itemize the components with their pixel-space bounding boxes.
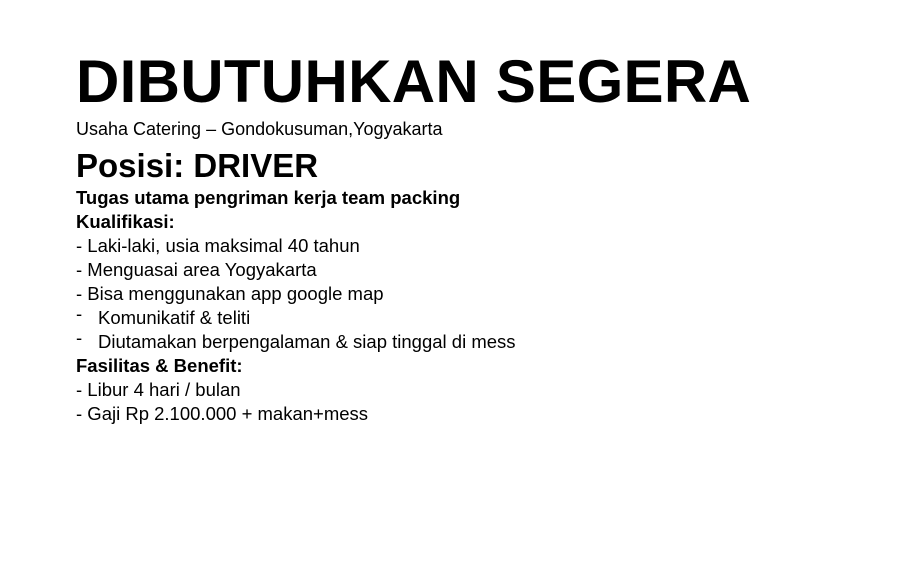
subtitle: Usaha Catering – Gondokusuman,Yogyakarta <box>76 119 443 139</box>
qualification-text: Diutamakan berpengalaman & siap tinggal di mess <box>98 331 516 352</box>
qualification-item <box>76 327 516 352</box>
qualification-item: - Laki-laki, usia maksimal 40 tahun <box>76 235 360 256</box>
bullet-dash: - <box>76 303 83 324</box>
qualification-item <box>76 303 251 328</box>
qualification-item: - Bisa menggunakan app google map <box>76 283 384 304</box>
qualification-item: - Menguasai area Yogyakarta <box>76 259 317 280</box>
headline: DIBUTUHKAN SEGERA <box>76 48 752 115</box>
benefit-item: - Gaji Rp 2.100.000 + makan+mess <box>76 403 369 424</box>
position-title: Posisi: DRIVER <box>76 147 319 184</box>
benefits-heading: Fasilitas & Benefit: <box>76 355 243 376</box>
qualification-text: Komunikatif & teliti <box>98 307 251 328</box>
bullet-dash: - <box>76 327 83 348</box>
main-task: Tugas utama pengriman kerja team packing <box>76 187 461 208</box>
benefit-item: - Libur 4 hari / bulan <box>76 379 241 400</box>
qualifications-heading: Kualifikasi: <box>76 211 175 232</box>
